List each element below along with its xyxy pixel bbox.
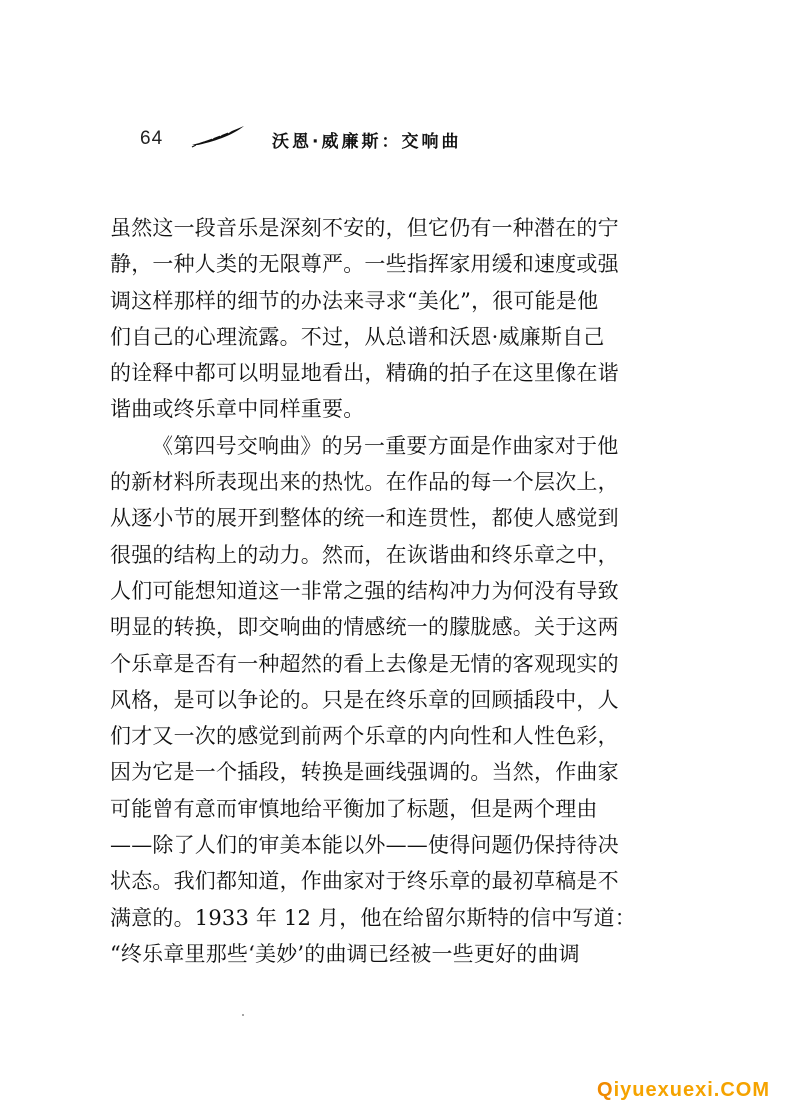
watermark-prefix: Q [597,1079,614,1101]
text-line: 调这样那样的细节的办法来寻求“美化”，很可能是他 [110,288,599,313]
text-line: 可能曾有意而审慎地给平衡加了标题，但是两个理由 [110,796,598,821]
page-header [140,124,660,156]
running-title: 沃恩·威廉斯：交响曲 [272,132,462,152]
watermark-text: iyuexuexi.COM [613,1079,770,1101]
text-line: 从逐小节的展开到整体的统一和连贯性，都使人感觉到 [110,506,619,531]
body-text [110,210,690,972]
text-line: “终乐章里那些‘美妙’的曲调已经被一些更好的曲调 [110,941,580,966]
text-line: 明显的转换，即交响曲的情感统一的朦胧感。关于这两 [110,615,619,640]
text-line: 们才又一次的感觉到前两个乐章的内向性和人性色彩， [110,724,619,749]
page-number: 64 [140,128,164,149]
text-line: 谐曲或终乐章中同样重要。 [110,397,365,422]
text-line: 状态。我们都知道，作曲家对于终乐章的最初草稿是不 [110,869,619,894]
text-line: 人们可能想知道这一非常之强的结构冲力为何没有导致 [110,578,619,603]
text-line-paragraph-start: 《第四号交响曲》的另一重要方面是作曲家对于他 [152,433,619,458]
text-line: 很强的结构上的动力。然而，在诙谐曲和终乐章之中， [110,542,619,567]
watermark [597,1079,770,1102]
text-line: 个乐章是否有一种超然的看上去像是无情的客观现实的 [110,651,619,676]
text-line: 满意的。1933 年 12 月，他在给留尔斯特的信中写道： [110,905,636,930]
text-line: 的新材料所表现出来的热忱。在作品的每一个层次上， [110,470,619,495]
scan-speck [242,1014,244,1016]
feather-ornament-icon [190,124,246,148]
text-line: 静，一种人类的无限尊严。一些指挥家用缓和速度或强 [110,252,619,277]
text-line: 风格，是可以争论的。只是在终乐章的回顾插段中，人 [110,687,619,712]
text-line: ——除了人们的审美本能以外——使得问题仍保持待决 [110,833,619,858]
text-line: 们自己的心理流露。不过，从总谱和沃恩·威廉斯自己 [110,324,605,349]
text-line: 虽然这一段音乐是深刻不安的，但它仍有一种潜在的宁 [110,216,619,240]
text-line: 因为它是一个插段，转换是画线强调的。当然，作曲家 [110,760,619,785]
text-line: 的诠释中都可以明显地看出，精确的拍子在这里像在谐 [110,361,619,386]
